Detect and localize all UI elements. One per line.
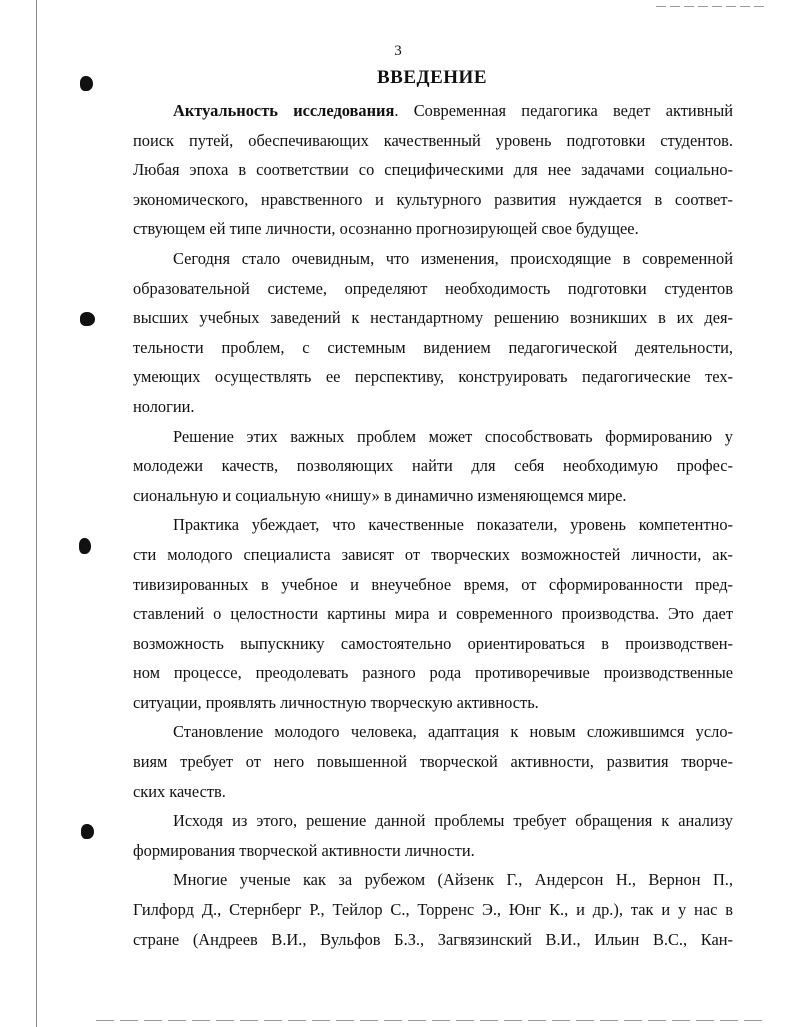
text-line: Многие ученые как за рубежом (Айзенк Г., Андерсон Н., Вернон П.,	[173, 870, 733, 890]
scan-edge-left	[36, 0, 37, 1027]
text-line: ном процессе, преодолевать разного рода противоречивые производственные	[133, 663, 733, 683]
text-line: Решение этих важных проблем может способствовать формированию у	[173, 426, 733, 446]
text-line: возможность выпускнику самостоятельно ориентироваться в производствен-	[133, 633, 733, 653]
text-line: умеющих осуществлять ее перспективу, конструировать педагогические тех-	[133, 367, 733, 387]
text-line: молодежи качеств, позволяющих найти для себя необходимую профес-	[133, 456, 733, 476]
lead-term: Актуальность исследования	[173, 101, 395, 120]
text-line: сиональную и социальную «нишу» в динамично изменяющемся мире.	[133, 485, 627, 505]
punch-hole-mark	[81, 824, 94, 839]
text-line: формирования творческой активности личности.	[133, 840, 475, 860]
punch-hole-mark	[80, 312, 95, 326]
text-line: Актуальность исследования. Современная педагогика ведет активный	[173, 101, 733, 120]
text-line: тельности проблем, с системным видением педагогической деятельности,	[133, 337, 733, 357]
punch-hole-mark	[79, 538, 91, 554]
text-line: Сегодня стало очевидным, что изменения, происходящие в современной	[173, 248, 733, 268]
text-line: нологии.	[133, 396, 195, 416]
scan-edge-top	[656, 6, 766, 7]
text-line: поиск путей, обеспечивающих качественный уровень подготовки студентов.	[133, 130, 733, 150]
scan-edge-bottom	[96, 1020, 766, 1021]
text-line: виям требует от него повышенной творческой активности, развития творче-	[133, 752, 733, 772]
page-title: ВВЕДЕНИЕ	[377, 67, 487, 88]
page-number: 3	[394, 43, 402, 59]
text-line: Гилфорд Д., Стернберг Р., Тейлор С., Торренс Э., Юнг К., и др.), так и у нас в	[133, 900, 733, 920]
text-line: Исходя из этого, решение данной проблемы требует обращения к анализу	[173, 811, 733, 831]
text-line: ских качеств.	[133, 781, 226, 801]
text-line: Любая эпоха в соответствии со специфическими для нее задачами социально-	[133, 160, 733, 180]
text-line: Становление молодого человека, адаптация к новым сложившимся усло-	[173, 722, 733, 742]
text-line: тивизированных в учебное и внеучебное время, от сформированности пред-	[133, 574, 733, 594]
document-body	[133, 96, 733, 954]
text-line: стране (Андреев В.И., Вульфов Б.З., Загвязинский В.И., Ильин В.С., Кан-	[133, 929, 733, 949]
text-line: высших учебных заведений к нестандартному решению возникших в их дея-	[133, 308, 733, 328]
text-line: ставлений о целостности картины мира и современного производства. Это дает	[133, 604, 733, 624]
text-line: сти молодого специалиста зависят от творческих возможностей личности, ак-	[133, 544, 733, 564]
text-line: экономического, нравственного и культурного развития нуждается в соответ-	[133, 189, 733, 209]
text-line: ствующем ей типе личности, осознанно прогнозирующей свое будущее.	[133, 219, 639, 239]
text-line: Практика убеждает, что качественные показатели, уровень компетентно-	[173, 515, 733, 535]
text-line: ситуации, проявлять личностную творческую активность.	[133, 692, 539, 712]
text-line: образовательной системе, определяют необходимость подготовки студентов	[133, 278, 733, 298]
